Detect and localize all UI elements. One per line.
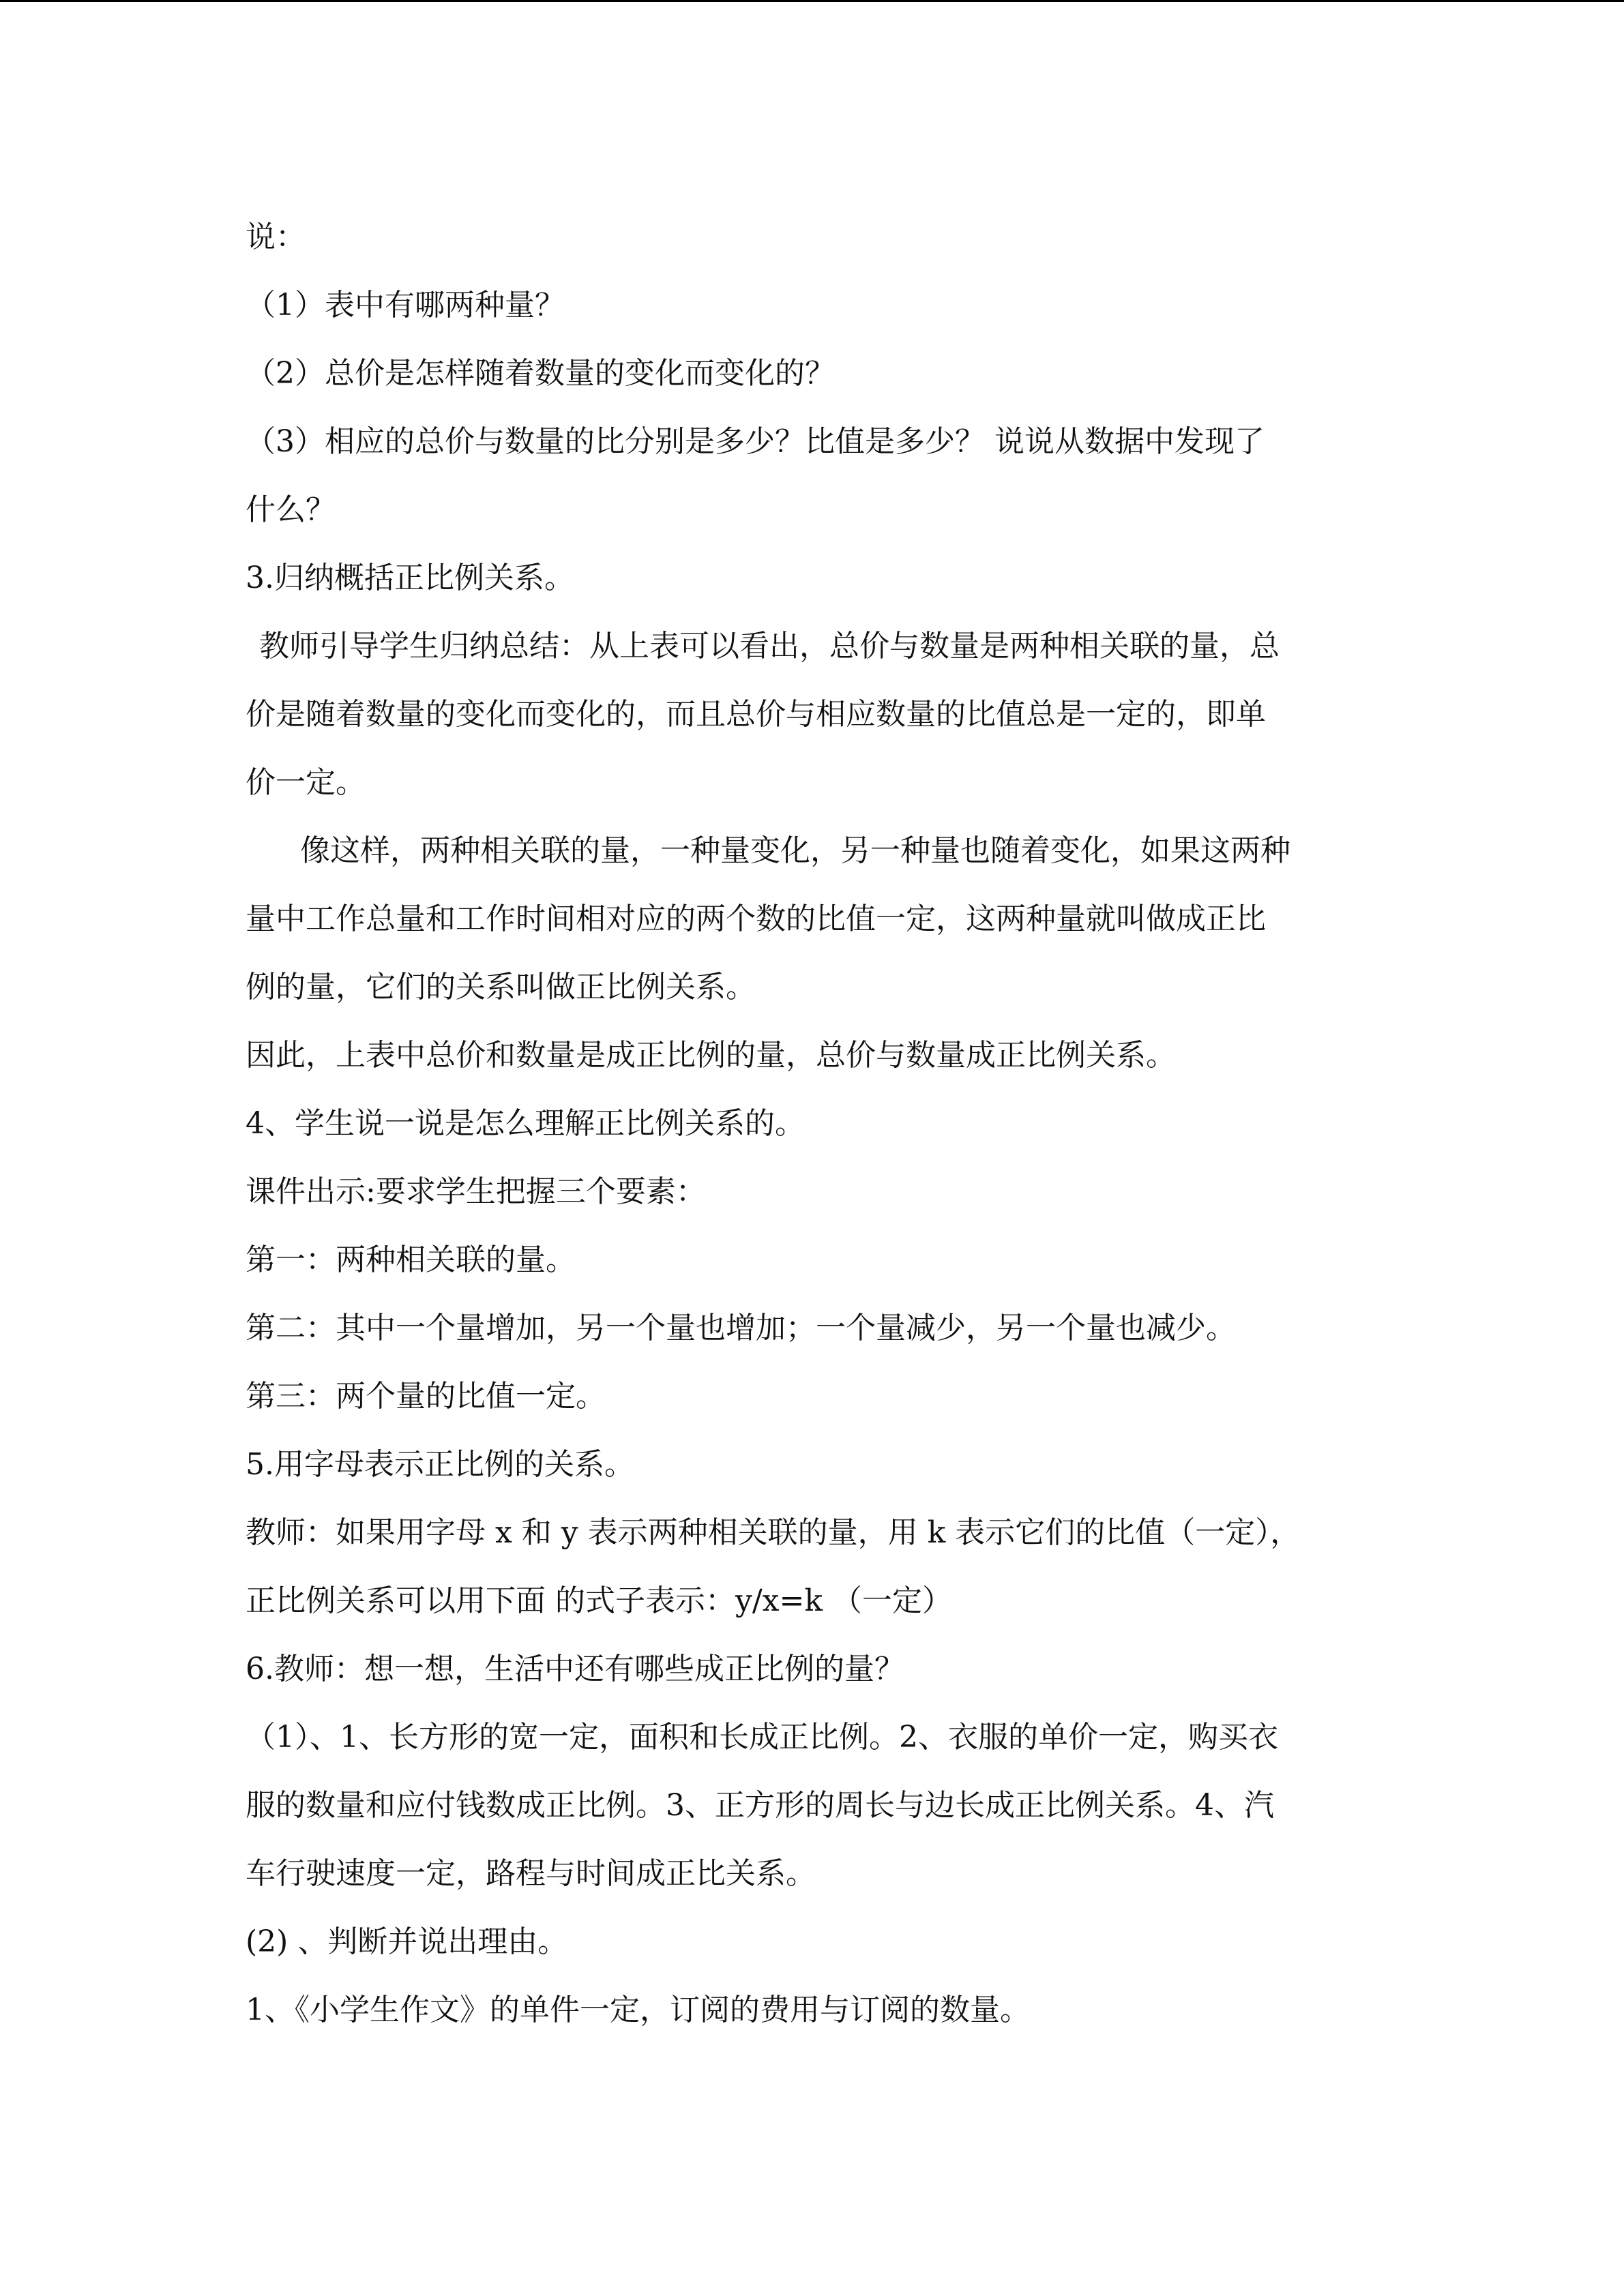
text-line-shuo: 说： [246,220,306,254]
element-first: 第一：两种相关联的量。 [246,1242,576,1277]
judge-item-1: 1、《小学生作文》的单件一定，订阅的费用与订阅的数量。 [246,1993,1030,2027]
teacher-summary-line-3: 价一定。 [246,765,366,800]
question-1: （1）表中有哪两种量？ [246,288,565,323]
examples-line-1: （1）、1、长方形的宽一定，面积和长成正比例。2、衣服的单价一定，购买衣 [246,1720,1278,1755]
page-top-border [0,0,1624,2]
teacher-summary-line-2: 价是随着数量的变化而变化的，而且总价与相应数量的比值总是一定的，即单 [246,697,1266,732]
teacher-summary-line-1: 教师引导学生归纳总结：从上表可以看出，总价与数量是两种相关联的量，总 [259,629,1280,664]
element-second: 第二：其中一个量增加，另一个量也增加；一个量减少，另一个量也减少。 [246,1311,1236,1345]
judge-heading: (2) 、判断并说出理由。 [246,1924,568,1959]
examples-line-2: 服的数量和应付钱数成正比例。3、正方形的周长与边长成正比例关系。4、汽 [246,1788,1274,1823]
question-2: （2）总价是怎样随着数量的变化而变化的？ [246,356,835,391]
teacher-formula-line-1: 教师：如果用字母 x 和 y 表示两种相关联的量，用 k 表示它们的比值（一定）， [246,1515,1301,1550]
definition-line-1: 像这样，两种相关联的量，一种量变化，另一种量也随着变化，如果这两种 [300,833,1290,868]
teacher-formula-line-2: 正比例关系可以用下面 的式子表示：y/x=k （一定） [246,1583,952,1618]
definition-line-3: 例的量，它们的关系叫做正比例关系。 [246,970,756,1004]
question-3-cont: 什么？ [246,492,336,527]
element-third: 第三：两个量的比值一定。 [246,1379,606,1414]
question-3: （3）相应的总价与数量的比分别是多少？比值是多少？ 说说从数据中发现了 [246,424,1265,459]
section-heading-6: 6.教师：想一想，生活中还有哪些成正比例的量？ [246,1652,904,1686]
conclusion-line: 因此，上表中总价和数量是成正比例的量，总价与数量成正比例关系。 [246,1038,1176,1073]
section-heading-4: 4、学生说一说是怎么理解正比例关系的。 [246,1106,805,1141]
examples-line-3: 车行驶速度一定，路程与时间成正比关系。 [246,1856,816,1891]
courseware-line: 课件出示:要求学生把握三个要素： [246,1174,706,1209]
section-heading-3: 3.归纳概括正比例关系。 [246,561,574,595]
section-heading-5: 5.用字母表示正比例的关系。 [246,1447,634,1482]
definition-line-2: 量中工作总量和工作时间相对应的两个数的比值一定，这两种量就叫做成正比 [246,901,1266,936]
